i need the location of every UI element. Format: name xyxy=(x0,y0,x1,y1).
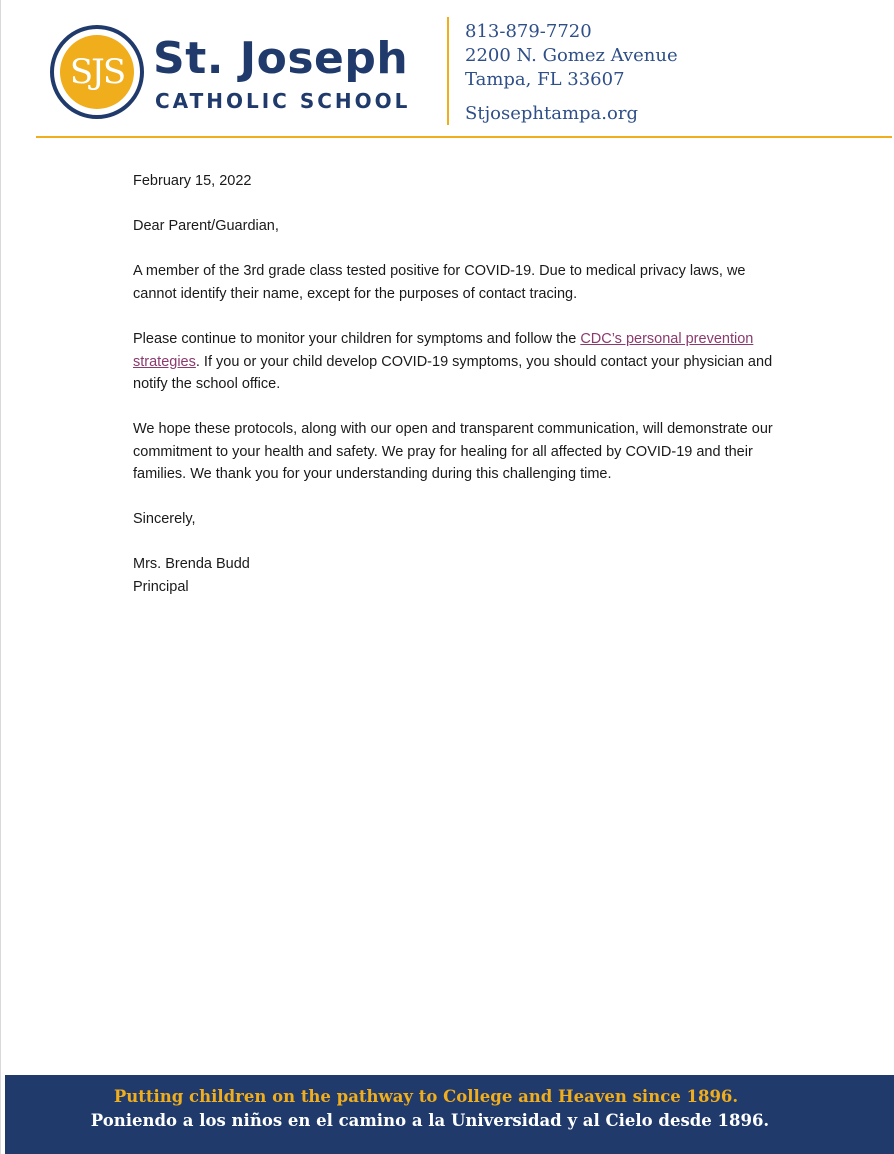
paragraph-3: We hope these protocols, along with our open and transparent communication, will demonstrate our commitment to your health and safety. We pray for healing for all affected by COVID-19 and their families. We thank you for your understanding during this challenging time. xyxy=(133,421,773,482)
letter-greeting: Dear Parent/Guardian, xyxy=(133,218,279,234)
header-rule xyxy=(36,136,892,138)
signer-title: Principal xyxy=(133,579,189,595)
paragraph-1: A member of the 3rd grade class tested positive for COVID-19. Due to medical privacy laws, we cannot identify their name, except for the purposes of contact tracing. xyxy=(133,263,746,302)
school-seal-logo xyxy=(50,25,144,119)
footer-motto-english: Putting children on the pathway to College and Heaven since 1896. xyxy=(113,1087,739,1106)
signer-name: Mrs. Brenda Budd xyxy=(133,556,250,572)
cdc-strategies-link[interactable]: CDC’s personal prevention strategies xyxy=(133,331,754,370)
website: Stjosephtampa.org xyxy=(465,103,638,124)
paragraph-2 xyxy=(133,328,783,396)
letter-date: February 15, 2022 xyxy=(133,173,252,189)
school-name: St. Joseph xyxy=(153,33,409,84)
header-divider xyxy=(447,17,449,125)
letter-closing: Sincerely, xyxy=(133,511,196,527)
paragraph-2-end: . If you or your child develop COVID-19 symptoms, you should contact your physician and notify the school office. xyxy=(133,353,773,392)
address-line-2: Tampa, FL 33607 xyxy=(465,69,625,90)
footer-motto-spanish: Poniendo a los niños en el camino a la Universidad y al Cielo desde 1896. xyxy=(90,1111,770,1130)
school-subtitle: CATHOLIC SCHOOL xyxy=(155,89,411,113)
logo-monogram: SJS xyxy=(69,52,125,92)
phone-number: 813-879-7720 xyxy=(465,21,592,42)
paragraph-2-start: Please continue to monitor your children for symptoms and follow the xyxy=(133,331,581,347)
address-line-1: 2200 N. Gomez Avenue xyxy=(465,45,678,66)
footer-banner xyxy=(5,1075,894,1154)
